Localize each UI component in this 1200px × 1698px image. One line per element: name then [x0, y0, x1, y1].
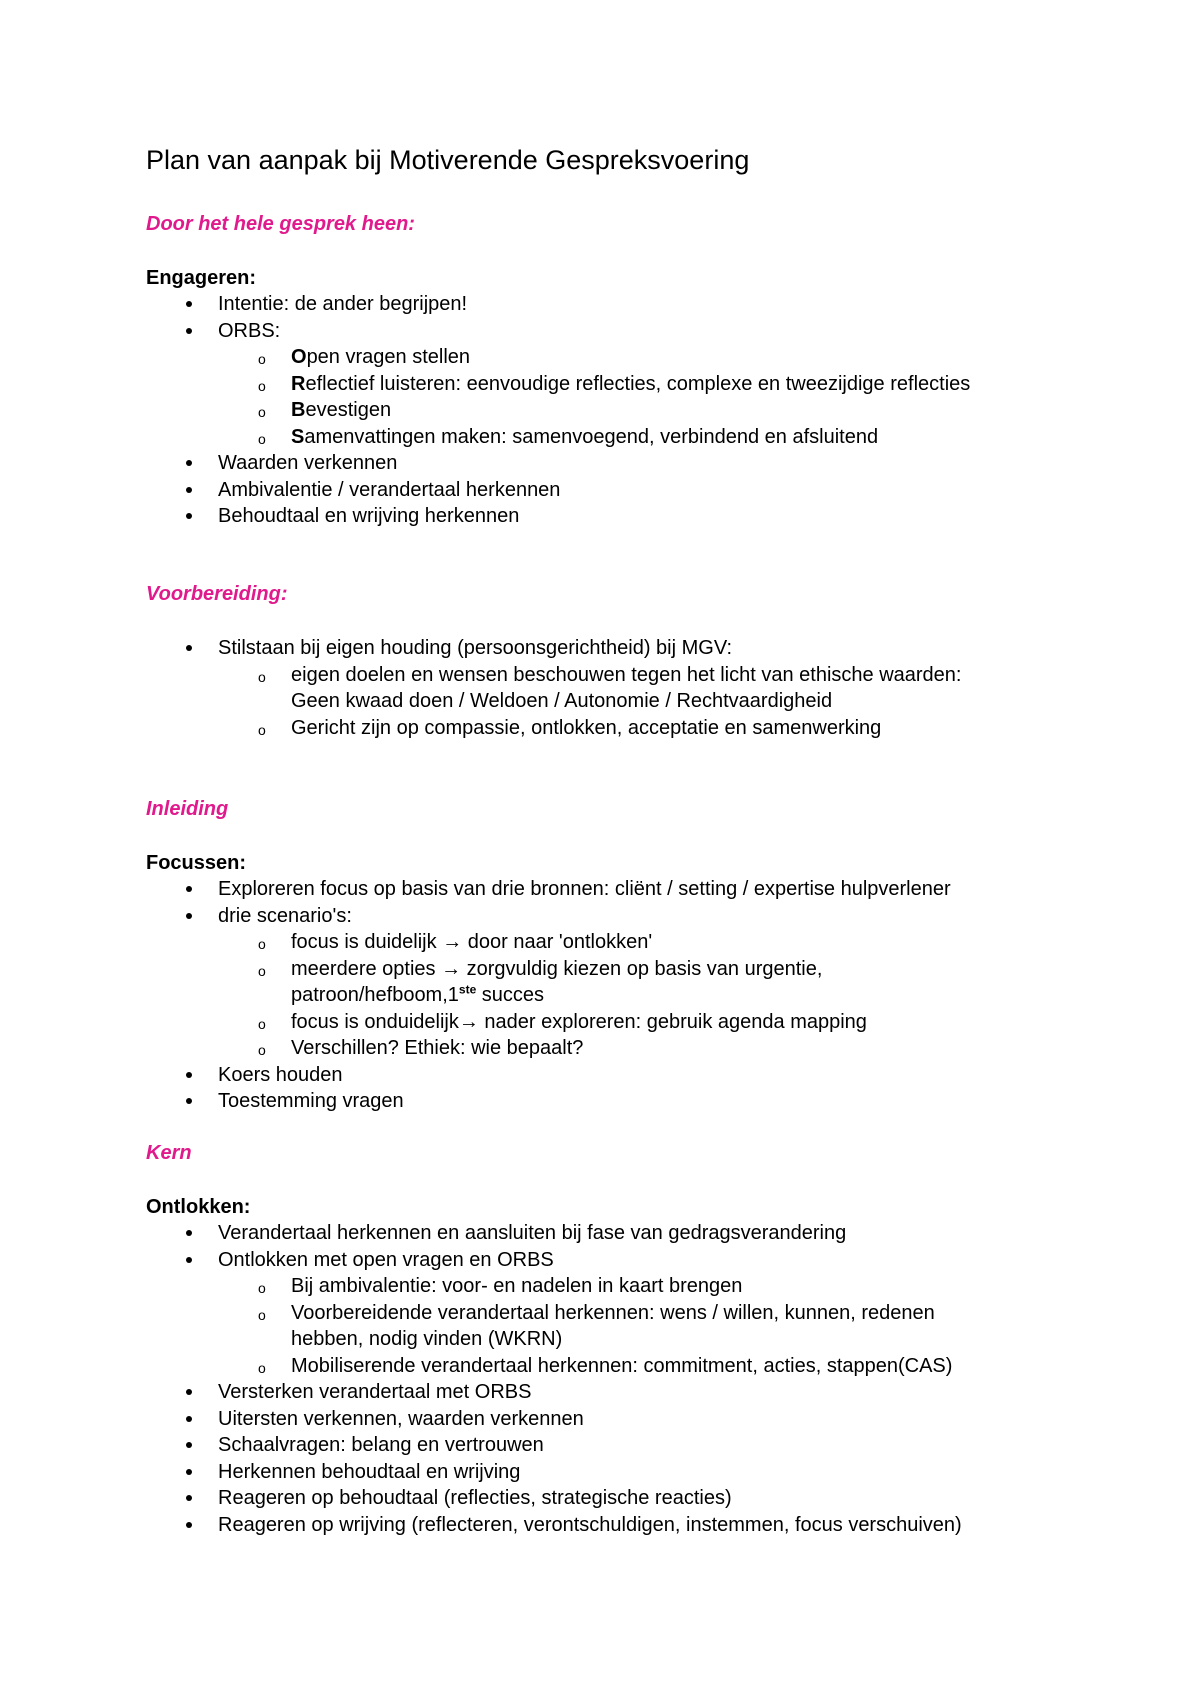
orbs-text: pen vragen stellen	[306, 346, 471, 368]
scenario-text: nader exploreren: gebruik agenda mapping	[478, 1010, 867, 1033]
list-item: Schaalvragen: belang en vertrouwen	[146, 1432, 962, 1459]
list-item: Waarden verkennen	[146, 450, 970, 477]
scenario-text: succes	[476, 984, 545, 1006]
page-title: Plan van aanpak bij Motiverende Gespreksvoering	[146, 145, 750, 175]
list-item: Behoudtaal en wrijving herkennen	[146, 503, 970, 530]
list-item: Uitersten verkennen, waarden verkennen	[146, 1406, 962, 1433]
list-item: Exploreren focus op basis van drie bronnen: cliënt / setting / expertise hulpverlener	[146, 876, 951, 903]
scenario-item	[146, 1009, 951, 1036]
voorbereiding-list	[146, 635, 961, 741]
list-item: Reageren op wrijving (reflecteren, verontschuldigen, instemmen, focus verschuiven)	[146, 1512, 962, 1539]
arrow-right-icon: →	[458, 1010, 479, 1033]
section-door-het-hele-gesprek	[146, 211, 970, 530]
list-item: Stilstaan bij eigen houding (persoonsgerichtheid) bij MGV:	[146, 635, 961, 662]
ontlokken-list	[146, 1220, 962, 1538]
scenario-text: meerdere opties	[291, 957, 436, 980]
section-heading: Inleiding	[146, 798, 229, 820]
section-heading: Kern	[146, 1142, 192, 1164]
section-heading: Door het hele gesprek heen:	[146, 213, 415, 235]
orbs-initial: O	[291, 346, 307, 368]
list-item: Intentie: de ander begrijpen!	[146, 291, 970, 318]
sub-list-item: o Mobiliserende verandertaal herkennen: commitment, acties, stappen(CAS)	[146, 1353, 962, 1380]
list-item: Toestemming vragen	[146, 1088, 951, 1115]
scenario-text: focus is onduidelijk	[291, 1010, 459, 1033]
focussen-label: Focussen:	[146, 852, 247, 874]
scenario-text: zorgvuldig kiezen op basis van urgentie,	[461, 957, 823, 980]
sub-list-item: o Gericht zijn op compassie, ontlokken, acceptatie en samenwerking	[146, 715, 961, 742]
orbs-item	[146, 344, 970, 371]
orbs-item	[146, 424, 970, 451]
ontlokken-label: Ontlokken:	[146, 1196, 251, 1218]
sub-text: eigen doelen en wensen beschouwen tegen het licht van ethische waarden:	[291, 663, 962, 686]
scenario-item: o Verschillen? Ethiek: wie bepaalt?	[146, 1035, 951, 1062]
superscript: ste	[458, 982, 477, 997]
engageren-list	[146, 291, 970, 530]
list-item: Herkennen behoudtaal en wrijving	[146, 1459, 962, 1486]
section-inleiding	[146, 796, 951, 1115]
orbs-initial: S	[291, 425, 305, 448]
sub-text: Voorbereidende verandertaal herkennen: wens / willen, kunnen, redenen	[291, 1301, 935, 1324]
orbs-item	[146, 397, 970, 424]
sub-list-item	[146, 662, 961, 715]
scenario-text: focus is duidelijk	[291, 931, 437, 953]
section-voorbereiding	[146, 581, 961, 741]
engageren-label: Engageren:	[146, 267, 257, 289]
scenario-text: door naar 'ontlokken'	[462, 931, 653, 953]
orbs-initial: B	[291, 399, 306, 421]
arrow-right-icon: →	[441, 957, 462, 980]
scenario-item	[146, 956, 951, 1009]
focussen-list	[146, 876, 951, 1115]
list-item: ORBS:	[146, 318, 970, 345]
sub-text-continued: Geen kwaad doen / Weldoen / Autonomie / Rechtvaardigheid	[291, 690, 833, 712]
orbs-text: evestigen	[305, 399, 392, 421]
list-item: drie scenario's:	[146, 903, 951, 930]
orbs-initial: R	[291, 372, 306, 395]
scenario-item	[146, 929, 951, 956]
scenario-text: patroon/hefboom,1	[291, 984, 459, 1006]
sub-list-item	[146, 1300, 962, 1353]
sub-text-continued: hebben, nodig vinden (WKRN)	[291, 1328, 563, 1350]
orbs-text: amenvattingen maken: samenvoegend, verbindend en afsluitend	[304, 425, 879, 448]
list-item: Ontlokken met open vragen en ORBS	[146, 1247, 962, 1274]
orbs-item	[146, 371, 970, 398]
list-item: Ambivalentie / verandertaal herkennen	[146, 477, 970, 504]
list-item: Koers houden	[146, 1062, 951, 1089]
list-item: Versterken verandertaal met ORBS	[146, 1379, 962, 1406]
list-item: Reageren op behoudtaal (reflecties, strategische reacties)	[146, 1485, 962, 1512]
orbs-text: eflectief luisteren: eenvoudige reflecties, complexe en tweezijdige reflecties	[305, 372, 971, 395]
section-kern	[146, 1140, 962, 1538]
arrow-right-icon: →	[442, 931, 463, 953]
list-item: Verandertaal herkennen en aansluiten bij fase van gedragsverandering	[146, 1220, 962, 1247]
sub-list-item: o Bij ambivalentie: voor- en nadelen in kaart brengen	[146, 1273, 962, 1300]
section-heading: Voorbereiding:	[146, 583, 288, 605]
